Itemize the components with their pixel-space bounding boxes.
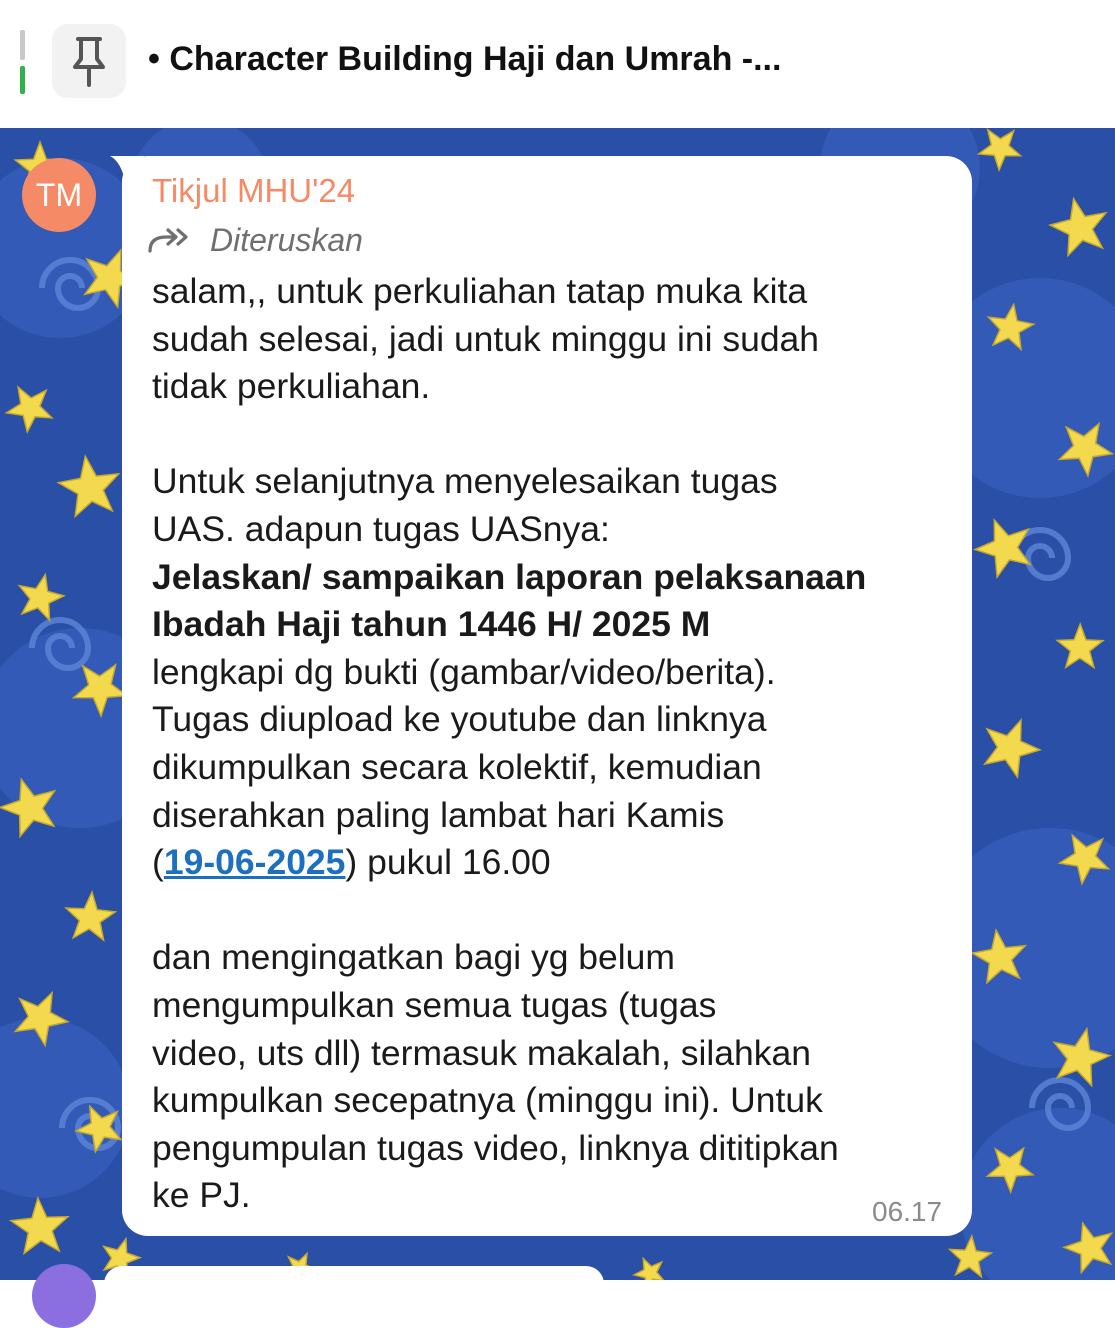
avatar[interactable] <box>22 158 96 232</box>
message-line: kumpulkan secepatnya (minggu ini). Untuk <box>152 1080 823 1121</box>
wallpaper-star <box>66 892 115 940</box>
sender-name[interactable]: Tikjul MHU'24 <box>152 172 356 209</box>
pin-icon <box>69 35 109 87</box>
wallpaper-star <box>985 720 1040 777</box>
pinned-message-bar[interactable] <box>0 0 1115 128</box>
pinned-message-text[interactable]: • Character Building Haji dan Umrah -... <box>148 40 782 78</box>
message-line: UAS. adapun tugas UASnya: <box>152 508 610 549</box>
message-line: Tugas diupload ke youtube dan linknya <box>152 699 767 740</box>
message-line: salam,, untuk perkuliahan tatap muka kita <box>152 271 808 311</box>
paragraph-spacer <box>152 887 952 935</box>
paragraph-spacer <box>152 411 952 459</box>
message-line: dikumpulkan secara kolektif, kemudian <box>152 746 762 787</box>
wallpaper-star <box>1050 199 1106 256</box>
message-line-bold: Ibadah Haji tahun 1446 H/ 2025 M <box>152 604 711 645</box>
message-line: lengkapi dg bukti (gambar/video/berita). <box>152 651 776 692</box>
message-line: dan mengingatkan bagi yg belum <box>152 937 676 978</box>
message-line: sudah selesai, jadi untuk minggu ini sudah <box>152 318 820 359</box>
wallpaper-star <box>58 456 118 516</box>
next-message-avatar[interactable] <box>32 1264 96 1328</box>
message-line: diserahkan paling lambat hari Kamis <box>152 794 725 835</box>
wallpaper-star <box>19 575 64 621</box>
message-line: ke PJ. <box>152 1175 251 1216</box>
next-message-bubble[interactable] <box>104 1266 604 1306</box>
forwarded-label: Diteruskan <box>210 221 363 258</box>
message-line: tidak perkuliahan. <box>152 366 431 407</box>
pin-button[interactable] <box>52 24 126 98</box>
pinned-position-indicator <box>20 30 25 94</box>
wallpaper-star <box>975 520 1030 577</box>
message-line: mengumpulkan semua tugas (tugas <box>152 984 717 1025</box>
message-line: pengumpulan tugas video, linknya dititipkan <box>152 1127 839 1168</box>
date-link[interactable]: 19-06-2025 <box>163 842 346 883</box>
avatar-initials: TM <box>35 176 83 213</box>
deadline-line <box>152 839 952 887</box>
message-line: Untuk selanjutnya menyelesaikan tugas <box>152 461 778 502</box>
deadline-time: ) pukul 16.00 <box>345 842 551 883</box>
wallpaper-star <box>11 1198 68 1253</box>
wallpaper-star <box>634 1259 664 1281</box>
pinned-indicator-inactive <box>20 30 25 60</box>
message-timestamp: 06.17 <box>872 1196 943 1227</box>
forwarded-indicator <box>148 220 363 260</box>
wallpaper-star <box>7 387 52 432</box>
deadline-open-paren: ( <box>152 842 164 883</box>
wallpaper-star <box>979 130 1021 170</box>
message-text <box>152 268 952 1220</box>
message-line-bold: Jelaskan/ sampaikan laporan pelaksanaan <box>152 556 867 597</box>
pinned-indicator-active <box>20 66 25 94</box>
forward-icon <box>148 225 192 255</box>
wallpaper-star <box>1057 624 1103 668</box>
message-line: video, uts dll) termasuk makalah, silahkan <box>152 1032 812 1073</box>
